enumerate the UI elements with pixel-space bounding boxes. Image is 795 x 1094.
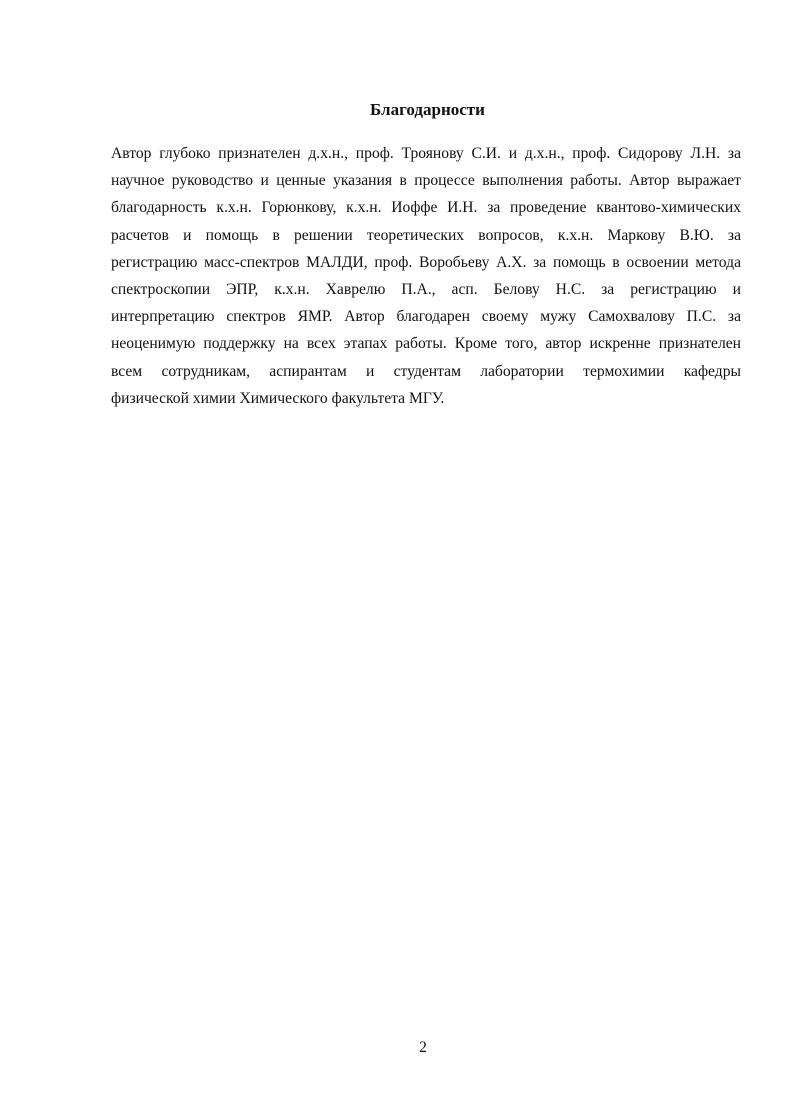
paragraph-line: неоценимую поддержку на всех этапах работы. Кроме того, автор искренне признателен	[111, 335, 741, 353]
page-title: Благодарности	[370, 100, 485, 119]
paragraph-line: благодарность к.х.н. Горюнкову, к.х.н. Иоффе И.Н. за проведение квантово-химических	[111, 199, 741, 217]
acknowledgements-paragraph	[111, 140, 741, 412]
page-number: 2	[419, 1039, 427, 1056]
paragraph-line: всем сотрудникам, аспирантам и студентам лаборатории термохимии кафедры	[111, 362, 741, 380]
paragraph-line: научное руководство и ценные указания в процессе выполнения работы. Автор выражает	[111, 172, 741, 190]
paragraph-line: Автор глубоко признателен д.х.н., проф. Троянову С.И. и д.х.н., проф. Сидорову Л.Н. за	[111, 145, 741, 162]
paragraph-line: спектроскопии ЭПР, к.х.н. Хаврелю П.А., асп. Белову Н.С. за регистрацию и	[111, 280, 741, 298]
paragraph-line: интерпретацию спектров ЯМР. Автор благодарен своему мужу Самохвалову П.С. за	[111, 308, 741, 326]
paragraph-line: регистрацию масс-спектров МАЛДИ, проф. Воробьеву А.Х. за помощь в освоении метода	[111, 253, 741, 271]
paragraph-line: физической химии Химического факультета МГУ.	[111, 389, 445, 407]
paragraph-line: расчетов и помощь в решении теоретических вопросов, к.х.н. Маркову В.Ю. за	[111, 226, 741, 244]
